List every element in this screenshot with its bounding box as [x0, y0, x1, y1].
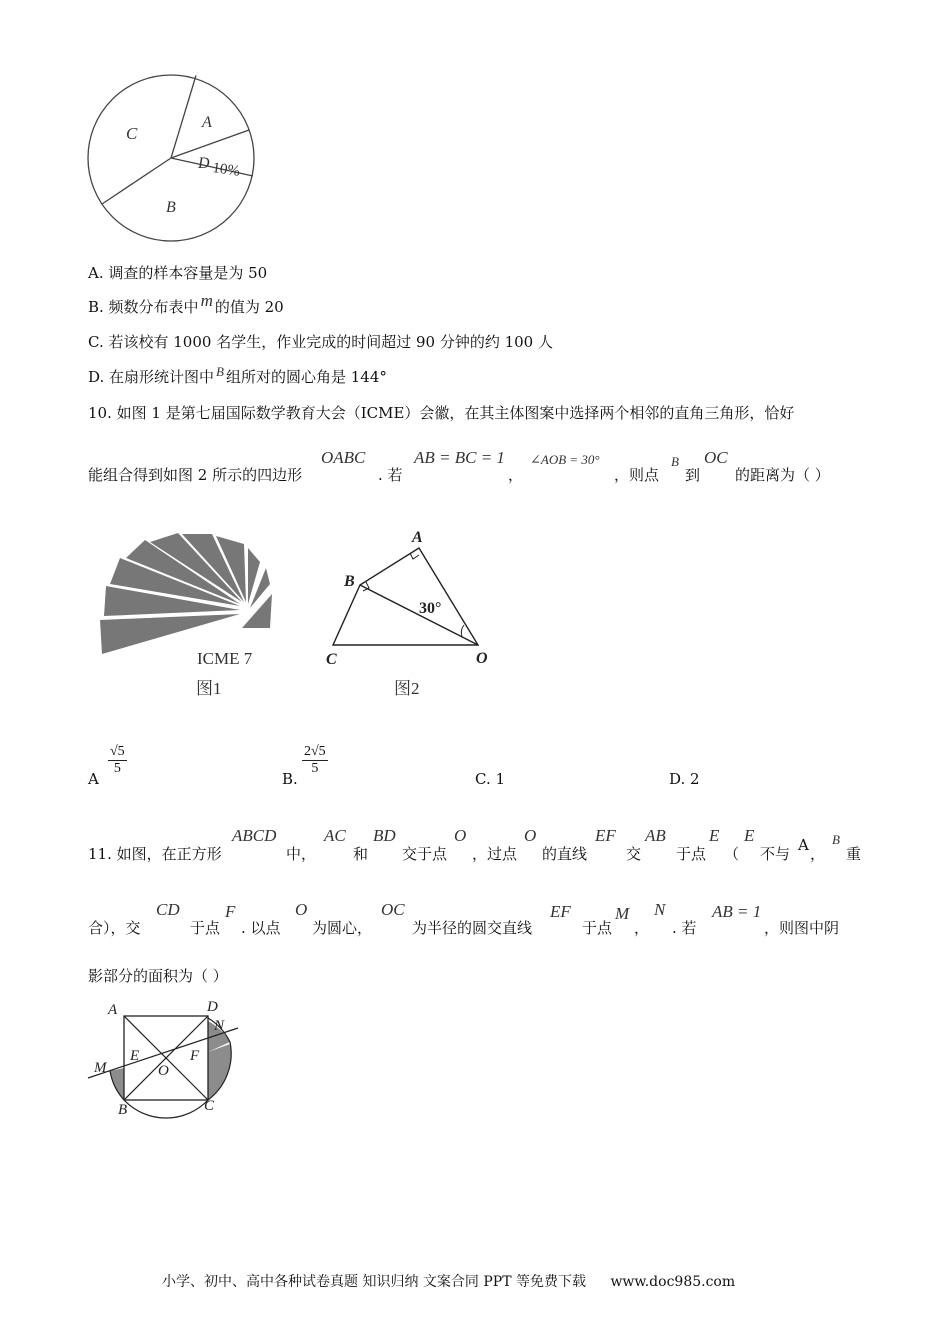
q10-option-b-fraction — [302, 744, 328, 777]
q11-comma2: ， — [634, 919, 650, 937]
q11-l1-d: 交于点 — [402, 845, 448, 863]
q10-ab-bc: AB = BC = 1 — [414, 448, 505, 467]
q11-l1-f: 的直线 — [542, 845, 588, 863]
fig1-label: 图1 — [196, 679, 222, 698]
q11-ef: EF — [595, 826, 616, 845]
q10-option-a-denominator: 5 — [113, 761, 121, 776]
fig2-point-a: A — [412, 529, 423, 546]
q11-bd: BD — [373, 826, 396, 845]
q11-ab1: AB = 1 — [712, 902, 762, 921]
angle-arc-o — [461, 625, 464, 637]
fig2-point-o: O — [476, 650, 488, 667]
fig2-point-c: C — [326, 651, 337, 668]
fig11-point-d: D — [207, 999, 218, 1015]
right-angle-a — [410, 553, 419, 559]
q10-text-d: 的距离为（ ） — [735, 466, 830, 484]
q10-option-b-prefix: B. — [282, 770, 298, 788]
q11-l1-b: 中， — [286, 845, 317, 863]
q11-l1-a: 11. 如图，在正方形 — [88, 845, 222, 863]
q11-n: N — [654, 900, 666, 919]
q10-oc: OC — [704, 448, 728, 467]
q11-l1-h: 于点 — [676, 845, 707, 863]
square-circle-figure — [86, 996, 246, 1122]
q9-option-d-post: 组所对的圆心角是 144° — [225, 368, 387, 386]
q11-e2: E — [744, 826, 755, 845]
q11-cd: CD — [156, 900, 180, 919]
fig2-angle-label: 30° — [419, 600, 442, 617]
q11-oc: OC — [381, 900, 405, 919]
q11-line1 — [88, 826, 868, 862]
q11-l1-i: （ — [724, 845, 740, 863]
icme-caption: ICME 7 — [197, 649, 253, 668]
q11-ac: AC — [324, 826, 346, 845]
pie-label-b: B — [166, 199, 176, 216]
q11-l1-c: 和 — [353, 845, 369, 863]
q11-f: F — [225, 902, 236, 921]
q11-l2-d: 为圆心， — [312, 919, 373, 937]
q11-line2 — [88, 900, 868, 936]
icme-triangle-1 — [100, 614, 240, 654]
q11-ab: AB — [645, 826, 666, 845]
fig2-label: 图2 — [394, 679, 420, 698]
footer-text: 小学、初中、高中各种试卷真题 知识归纳 文案合同 PPT 等免费下载 — [162, 1274, 586, 1290]
q9-var-b: B — [216, 364, 224, 379]
fig11-point-n: N — [214, 1018, 225, 1034]
q10-oabc: OABC — [321, 448, 366, 467]
q10-angle: ∠AOB = 30° — [530, 452, 600, 467]
q11-o2: O — [524, 826, 537, 845]
q9-option-d — [88, 366, 387, 387]
q11-l2-g: . 若 — [672, 919, 697, 937]
q11-a-pt: A — [798, 836, 809, 854]
fig2-point-b: B — [344, 573, 355, 590]
fig11-point-f: F — [190, 1048, 200, 1064]
q11-l2-h: ，则图中阴 — [764, 919, 840, 937]
q10-text-c: ，则点 — [614, 466, 660, 484]
q11-abcd: ABCD — [232, 826, 277, 845]
q11-l1-j: 不与 — [760, 845, 791, 863]
fig11-point-c: C — [204, 1098, 215, 1114]
q9-var-m: m — [200, 291, 213, 310]
q9-option-b-pre: B. 频数分布表中 — [88, 298, 199, 316]
fig11-point-b: B — [118, 1102, 128, 1118]
fig11-point-o: O — [158, 1063, 169, 1079]
shaded-region-right-lower — [208, 1044, 231, 1100]
quadrilateral-figure — [322, 522, 502, 702]
q9-option-b-post: 的值为 20 — [214, 298, 284, 316]
q11-l2-f: 于点 — [582, 919, 613, 937]
pie-label-c: C — [126, 124, 138, 143]
q10-text-b: . 若 — [378, 466, 403, 484]
q11-l2-b: 于点 — [190, 919, 221, 937]
q10-option-d: D. 2 — [669, 770, 700, 788]
q11-o: O — [454, 826, 467, 845]
pie-label-d: D — [198, 155, 210, 172]
q11-l1-g: 交 — [626, 845, 642, 863]
q11-l1-e: ，过点 — [472, 845, 518, 863]
q10-option-a-prefix: A — [88, 770, 99, 788]
footer — [162, 1271, 735, 1291]
q11-l1-k: 重 — [846, 845, 862, 863]
pie-divider-a — [171, 76, 196, 159]
icme-emblem-figure — [90, 528, 280, 708]
q11-l2-e: 为半径的圆交直线 — [412, 919, 533, 937]
pie-label-a: A — [202, 114, 212, 131]
q10-option-a-fraction — [108, 744, 127, 777]
q10-option-a-numerator: √5 — [110, 744, 125, 759]
q11-l2-c: . 以点 — [241, 919, 281, 937]
q10-text-to: 到 — [685, 466, 701, 484]
fig11-point-m: M — [94, 1060, 107, 1076]
pie-label-d-percent: 10% — [211, 160, 241, 180]
q10-option-c: C. 1 — [475, 770, 506, 788]
icme-triangles — [100, 533, 272, 654]
q10-option-b-numerator: 2√5 — [304, 744, 326, 759]
q11-ef2: EF — [550, 902, 571, 921]
q11-o3: O — [295, 900, 308, 919]
q11-e: E — [709, 826, 720, 845]
q9-option-c: C. 若该校有 1000 名学生，作业完成的时间超过 90 分钟的约 100 人 — [88, 333, 553, 351]
pie-divider-d — [102, 158, 171, 204]
shaded-region-left — [110, 1068, 124, 1100]
q9-option-b — [88, 291, 284, 317]
q10-line1: 10. 如图 1 是第七届国际数学教育大会（ICME）会徽，在其主体图案中选择两个相邻的直角三角形，恰好 — [88, 404, 795, 422]
q11-b-pt: B — [832, 832, 840, 847]
q10-comma: ， — [508, 466, 524, 484]
q10-text-a: 能组合得到如图 2 所示的四边形 — [88, 466, 303, 484]
pie-divider-b — [171, 130, 249, 158]
q9-option-a: A. 调查的样本容量是为 50 — [88, 264, 268, 282]
footer-url[interactable]: www.doc985.com — [610, 1274, 736, 1290]
q11-comma: ， — [810, 845, 826, 863]
circle-arc-bottom — [124, 1100, 208, 1118]
fig11-point-a: A — [108, 1002, 118, 1018]
quadrilateral-oabc — [333, 548, 478, 645]
q10-point-b: B — [671, 454, 679, 469]
q11-l2-a: 合），交 — [88, 919, 141, 937]
q9-option-d-pre: D. 在扇形统计图中 — [88, 368, 215, 386]
q11-line3: 影部分的面积为（ ） — [88, 967, 228, 985]
pie-chart-figure — [86, 72, 256, 244]
q11-m: M — [615, 904, 630, 923]
fig11-point-e: E — [130, 1048, 140, 1064]
q10-option-b-denominator: 5 — [311, 761, 319, 776]
